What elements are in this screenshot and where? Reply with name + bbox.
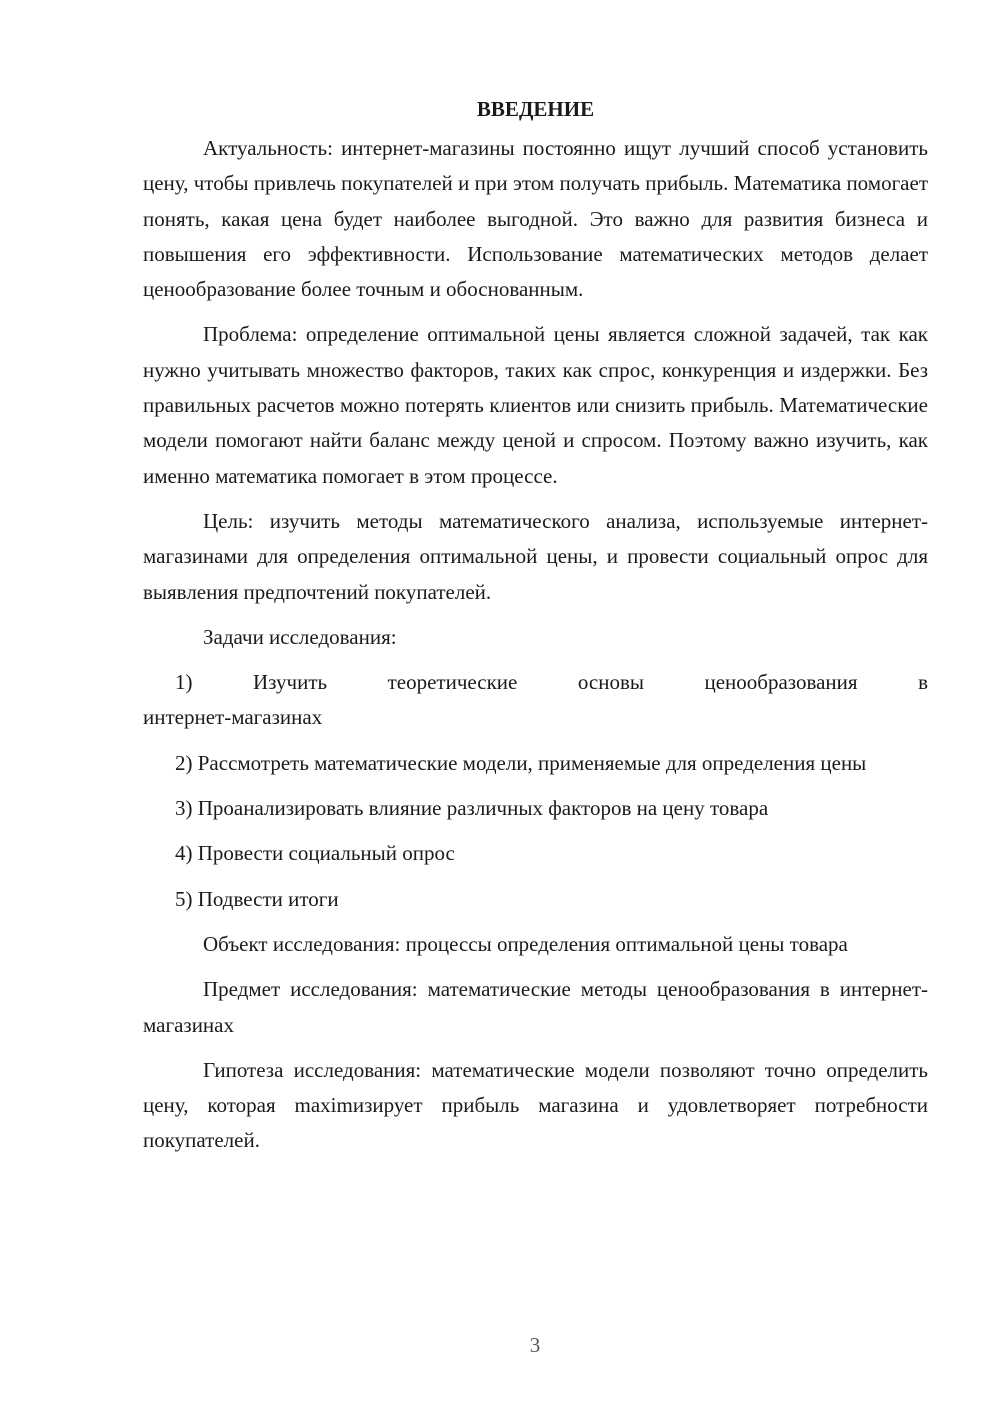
task-item-1-word: теоретические (387, 670, 518, 695)
page-number: 3 (529, 1333, 541, 1357)
task-item-3: 3) Проанализировать влияние различных факторов на цену товара (175, 796, 769, 821)
paragraph-relevance: Актуальность: интернет-магазины постоянно ищут лучший способ установить цену, чтобы привлечь покупателей и при этом получать прибыль. Математика помогает понять, какая цена будет наиболее выгодной. Это важно для развития бизнеса и повышения его эффективности. Использование математических методов делает ценообразование более точным и обоснованным. (143, 136, 928, 302)
paragraph-subject: Предмет исследования: математические методы ценообразования в интернет-магазинах (143, 977, 928, 1037)
paragraph-hypothesis: Гипотеза исследования: математические модели позволяют точно определить цену, которая maximизирует прибыль магазина и удовлетворяет потребности покупателей. (143, 1057, 928, 1153)
task-item-1-firstline (143, 665, 928, 700)
task-item-5: 5) Подвести итоги (175, 886, 339, 911)
page-title: ВВЕДЕНИЕ (476, 97, 595, 121)
task-item-2: 2) Рассмотреть математические модели, применяемые для определения цены (175, 750, 867, 775)
paragraph-goal: Цель: изучить методы математического анализа, используемые интернет-магазинами для определения оптимальной цены, и провести социальный опрос для выявления предпочтений покупателей. (143, 508, 928, 604)
task-item-1-word: 1) (175, 670, 193, 695)
paragraph-problem: Проблема: определение оптимальной цены является сложной задачей, так как нужно учитывать множество факторов, таких как спрос, конкуренция и издержки. Без правильных расчетов можно потерять клиентов или снизить прибыль. Математические модели помогают найти баланс между ценой и спросом. Поэтому важно изучить, как именно математика помогает в этом процессе. (143, 322, 928, 488)
task-item-4: 4) Провести социальный опрос (175, 841, 455, 866)
task-item-1-word: Изучить (253, 670, 328, 695)
document-page (143, 92, 928, 1169)
paragraph-object: Объект исследования: процессы определения оптимальной цены товара (203, 931, 848, 956)
task-item-1 (143, 665, 928, 736)
task-item-1-word: в (918, 670, 928, 695)
task-item-1-word: ценообразования (704, 670, 858, 695)
task-item-1-word: основы (577, 670, 644, 695)
task-item-1-rest: интернет-магазинах (143, 705, 323, 730)
tasks-heading: Задачи исследования: (203, 624, 397, 649)
